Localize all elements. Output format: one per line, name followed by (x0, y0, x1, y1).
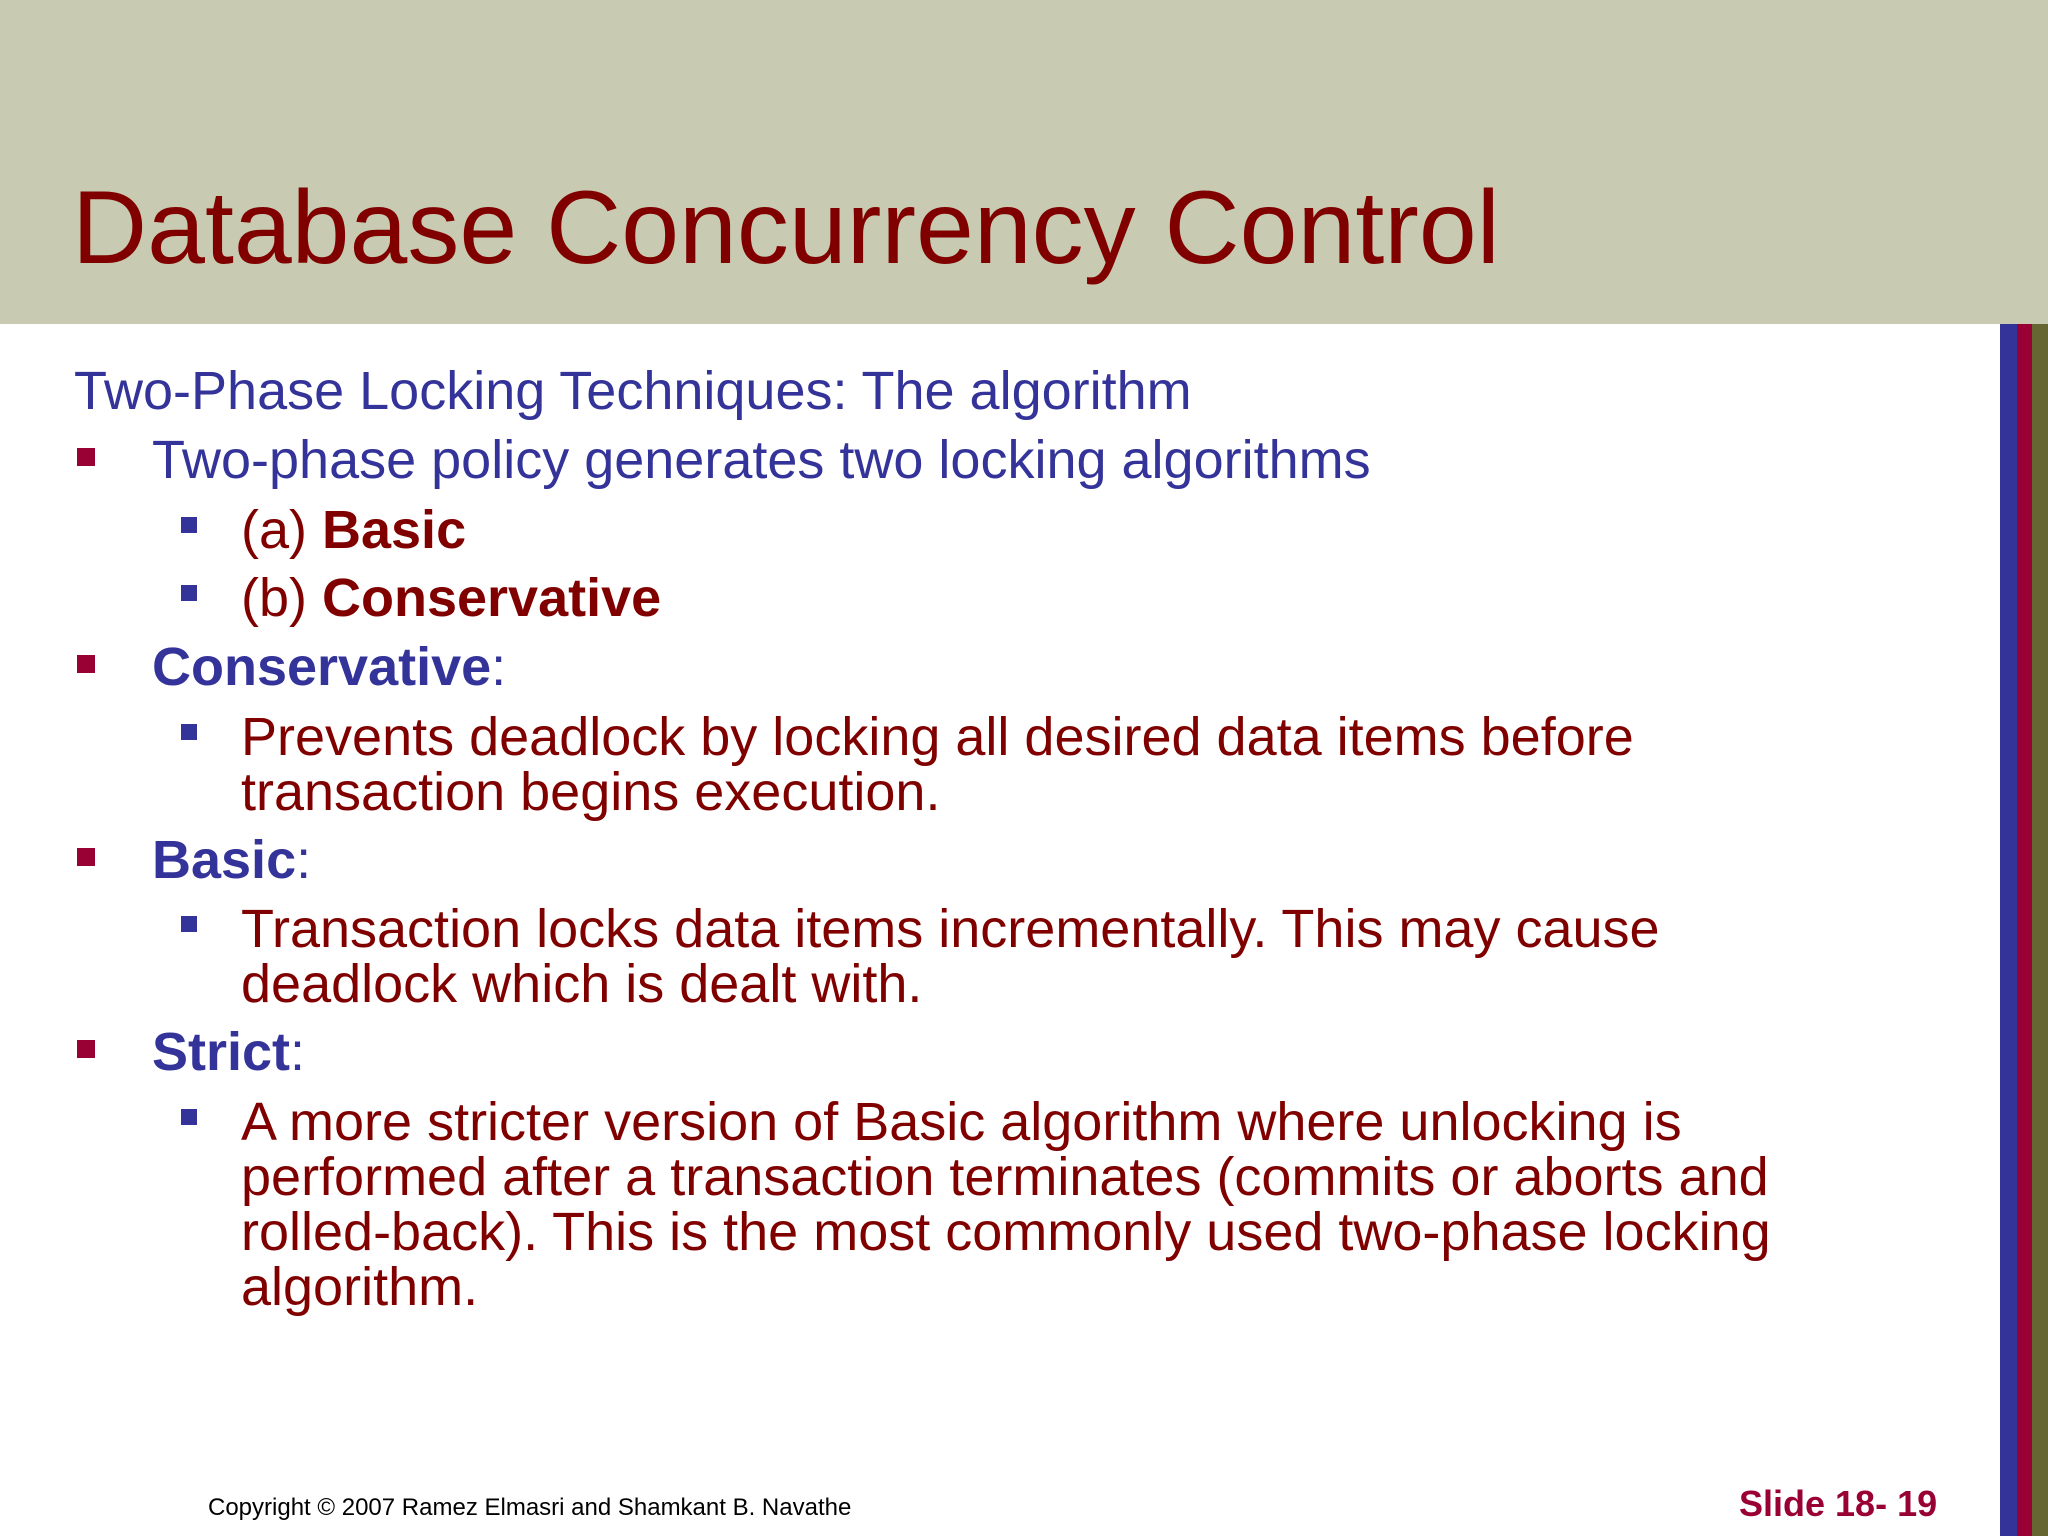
square-bullet-icon (181, 916, 197, 932)
bullet-text (152, 637, 507, 697)
side-stripe-olive (2032, 324, 2048, 1536)
sub-bullet-prefix: (b) (241, 568, 322, 628)
subheading: Two-Phase Locking Techniques: The algorithm (74, 361, 1192, 421)
text-line: Prevents deadlock by locking all desired data items before (241, 707, 1634, 767)
square-bullet-icon (181, 724, 197, 740)
text-line: deadlock which is dealt with. (241, 954, 923, 1014)
bullet-suffix: : (491, 637, 507, 697)
bullet-term: Strict (152, 1022, 291, 1082)
bullet-text: Two-phase policy generates two locking algorithms (152, 430, 1371, 490)
sub-bullet-text (241, 707, 1941, 822)
text-line: performed after a transaction terminates (commits or aborts and (241, 1147, 1769, 1207)
side-stripe-blue (2000, 324, 2017, 1536)
copyright-notice: Copyright © 2007 Ramez Elmasri and Shamkant B. Navathe (208, 1494, 852, 1521)
square-bullet-icon (77, 848, 95, 866)
square-bullet-icon (77, 655, 95, 673)
slide-number: Slide 18- 19 (1739, 1483, 1938, 1524)
square-bullet-icon (181, 585, 197, 601)
square-bullet-icon (181, 517, 197, 533)
side-stripe-red (2017, 324, 2032, 1536)
sub-bullet-text (241, 568, 1941, 628)
square-bullet-icon (181, 1109, 197, 1125)
text-line: transaction begins execution. (241, 762, 941, 822)
sub-bullet-text (241, 899, 1941, 1014)
bullet-term: Basic (152, 830, 297, 890)
sub-bullet-term: Conservative (322, 568, 662, 628)
bullet-text (152, 830, 312, 890)
square-bullet-icon (77, 448, 95, 466)
text-line: A more stricter version of Basic algorithm where unlocking is (241, 1092, 1682, 1152)
bullet-text (152, 1022, 306, 1082)
text-line: rolled-back). This is the most commonly used two-phase locking (241, 1202, 1771, 1262)
text-line: Transaction locks data items incrementally. This may cause (241, 899, 1660, 959)
sub-bullet-text (241, 1092, 1941, 1317)
text-line: algorithm. (241, 1257, 479, 1317)
sub-bullet-term: Basic (322, 500, 467, 560)
bullet-suffix: : (290, 1022, 306, 1082)
bullet-term: Conservative (152, 637, 492, 697)
square-bullet-icon (77, 1040, 95, 1058)
bullet-suffix: : (296, 830, 312, 890)
sub-bullet-prefix: (a) (241, 500, 322, 560)
slide-title: Database Concurrency Control (72, 170, 1500, 286)
sub-bullet-text (241, 500, 1941, 560)
